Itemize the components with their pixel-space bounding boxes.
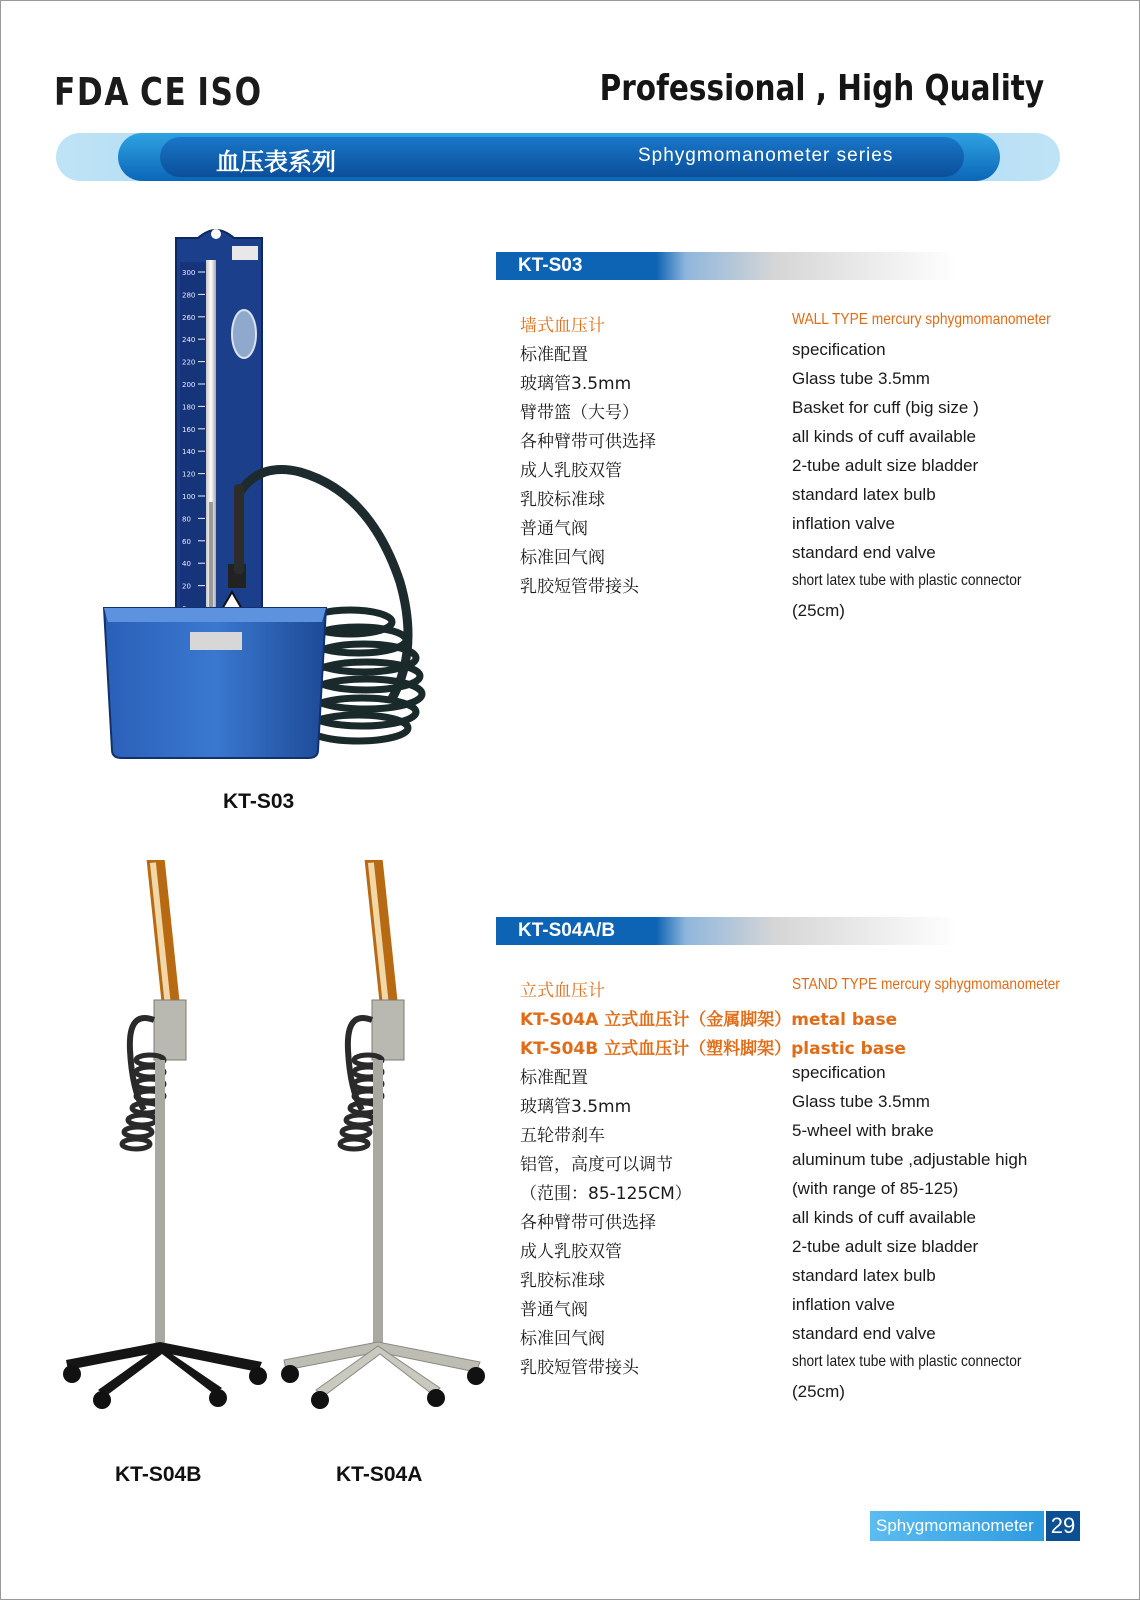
spec-row: 玻璃管3.5mm Glass tube 3.5mm (520, 1092, 930, 1117)
scale-tick-label: 220 (182, 358, 196, 367)
scale-tick-label: 40 (182, 560, 191, 569)
certification-marks (54, 70, 273, 114)
model-header-kt-s03 (496, 252, 958, 280)
spec-row: 铝管，高度可以调节 aluminum tube ,adjustable high (520, 1150, 1028, 1175)
kt-s04b-product-image (58, 860, 278, 1420)
spec-list-kt-s03 (520, 307, 1080, 626)
scale-tick-label: 20 (182, 582, 191, 591)
scale-tick-label: 240 (182, 336, 196, 345)
scale-tick-label: 180 (182, 403, 196, 412)
series-banner (56, 133, 1060, 181)
spec-row: 标准回气阀 standard end valve (520, 1324, 936, 1349)
spec-row: 成人乳胶双管 2-tube adult size bladder (520, 456, 979, 481)
spec-row: 标准配置 specification (520, 1063, 886, 1088)
spec-row: 标准回气阀 standard end valve (520, 543, 936, 568)
banner-title-en: Sphygmomanometer series (638, 145, 894, 166)
spec-row: (25cm) (792, 1382, 845, 1401)
stand-metal (281, 860, 485, 1409)
spec-row: 墙式血压计 WALL TYPE mercury sphygmomanometer (520, 311, 1051, 336)
spec-row: 乳胶标准球 standard latex bulb (520, 485, 936, 510)
banner-mid (118, 133, 1000, 181)
spec-row: 普通气阀 inflation valve (520, 514, 896, 539)
scale-tick-label: 260 (182, 313, 196, 322)
spec-row: 臂带篮（大号） Basket for cuff (big size ) (520, 398, 979, 423)
spec-row: 标准配置 specification (520, 340, 886, 365)
scale-tick-label: 140 (182, 448, 196, 457)
variant-row: KT-S04B 立式血压计（塑料脚架）plastic base (520, 1039, 906, 1059)
caption-kt-s03: KT-S03 (223, 790, 295, 813)
model-label: KT-S03 (518, 255, 583, 276)
spec-row: 各种臂带可供选择 all kinds of cuff available (520, 427, 976, 452)
spec-row: 乳胶短管带接头 short latex tube with plastic connector (520, 572, 1022, 597)
spec-row: 五轮带刹车 5-wheel with brake (520, 1121, 934, 1146)
spec-row: 乳胶短管带接头 short latex tube with plastic connector (520, 1353, 1022, 1378)
scale-tick-label: 200 (182, 381, 196, 389)
scale-tick-label: 160 (182, 425, 196, 434)
footer-label: Sphygmomanometer (870, 1511, 1044, 1541)
fda-mark: FDA (54, 70, 131, 114)
scale-tick-label: 60 (182, 537, 191, 546)
model-label: KT-S04A/B (518, 920, 616, 941)
banner-title-cn: 血压表系列 (216, 148, 336, 176)
ce-mark: CE (140, 70, 188, 114)
scale-tick-label: 80 (182, 515, 191, 524)
stand-black (63, 860, 267, 1409)
spec-row: 立式血压计 STAND TYPE mercury sphygmomanometer (520, 976, 1060, 1001)
spec-list-kt-s04ab (520, 972, 1080, 1407)
spec-row: 各种臂带可供选择 all kinds of cuff available (520, 1208, 976, 1233)
tagline: Professional , High Quality (599, 68, 1044, 109)
spec-row: （范围：85-125CM） (with range of 85-125) (520, 1179, 959, 1204)
page-number: 29 (1046, 1511, 1080, 1541)
model-header-kt-s04ab (496, 917, 958, 945)
kt-s03-product-image (100, 222, 445, 767)
spec-row: 乳胶标准球 standard latex bulb (520, 1266, 936, 1291)
spec-row: (25cm) (792, 601, 845, 620)
iso-mark: ISO (197, 70, 263, 114)
spec-row: 玻璃管3.5mm Glass tube 3.5mm (520, 369, 930, 394)
scale-tick-label: 100 (182, 493, 196, 501)
scale-tick-label: 120 (182, 470, 196, 479)
caption-kt-s04a: KT-S04A (336, 1463, 423, 1486)
spec-row: 普通气阀 inflation valve (520, 1295, 896, 1320)
spec-row: 成人乳胶双管 2-tube adult size bladder (520, 1237, 979, 1262)
variant-row: KT-S04A 立式血压计（金属脚架）metal base (520, 1010, 898, 1030)
caption-kt-s04b: KT-S04B (115, 1463, 202, 1486)
scale-tick-label: 280 (182, 291, 196, 300)
kt-s04a-product-image (276, 860, 496, 1420)
scale-tick-label: 300 (182, 269, 196, 277)
